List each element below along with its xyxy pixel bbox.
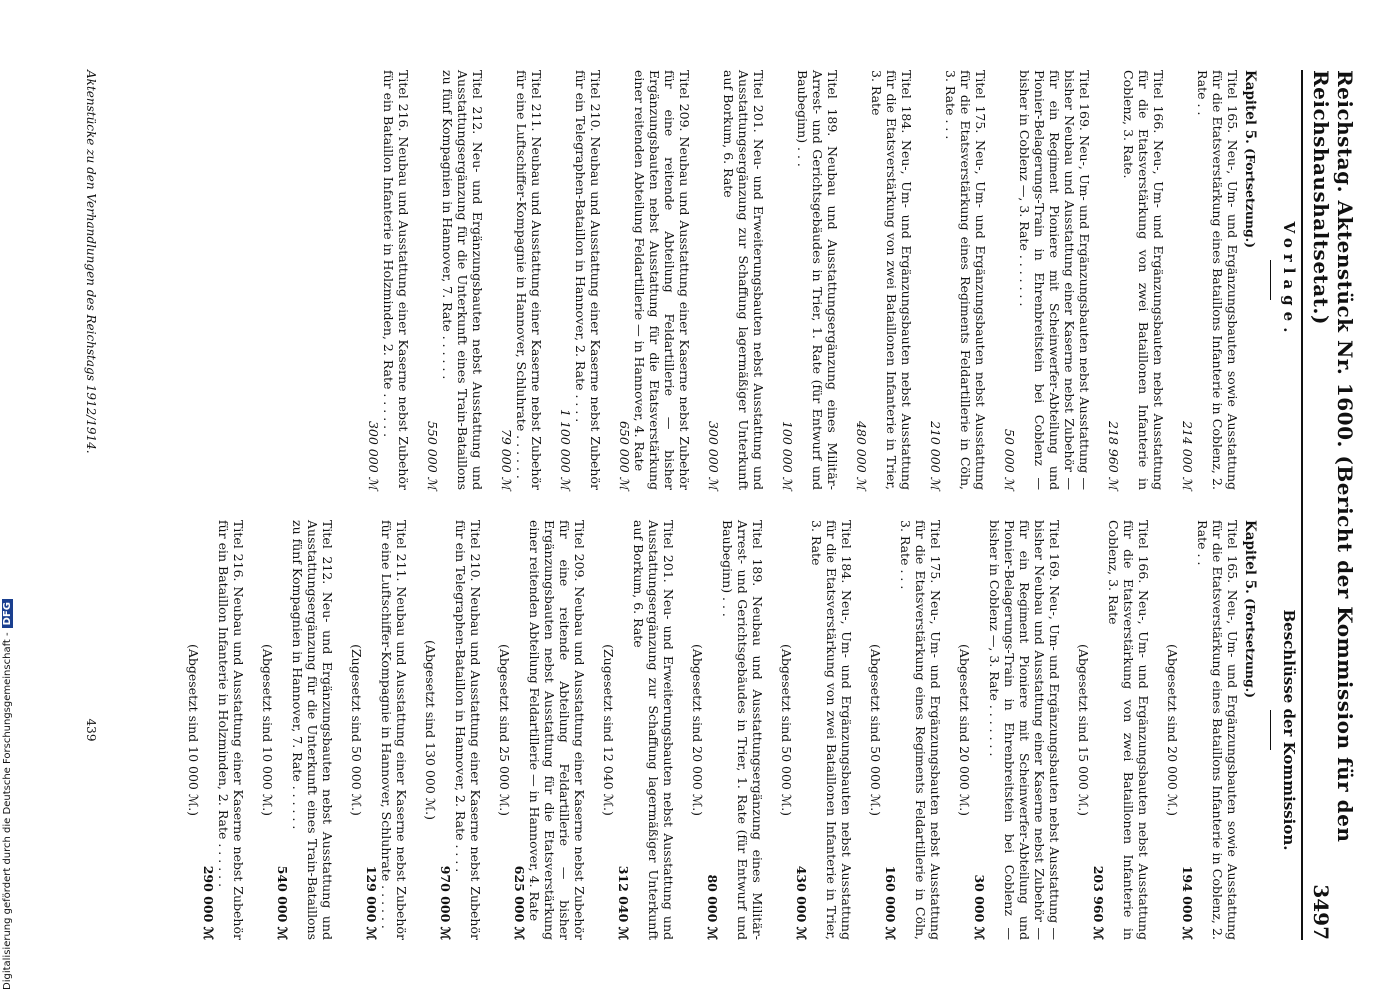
divider <box>1270 260 1271 300</box>
chapter-heading: Kapitel 5. (Fortsetzung.) <box>1242 70 1258 249</box>
entry-text: Titel 211. Neubau und Ausstattung einer Kaserne nebst Zubehör für eine Luftschiffer-Kompagnie in Hannover, Schluhrate . . . . . . <box>379 520 409 940</box>
titel-entry <box>186 520 246 940</box>
entry-amount: 540 000 ℳ <box>275 865 290 940</box>
entry-amount: 203 960 ℳ <box>1091 865 1106 940</box>
entry-note: (Abgesetzt sind 15 000 ℳ.) <box>1076 643 1091 817</box>
entry-text: Titel 166. Neu-, Um- und Ergänzungsbauten nebst Ausstattung für die Etatsverstärkung von zwei Bataillonen Infanterie in Coblenz, 3. Rate <box>1106 520 1151 940</box>
header-page-number: 3497 <box>1309 884 1333 940</box>
entry-amount: 218 960 ℳ <box>1106 420 1121 490</box>
entry-amount: 650 000 ℳ <box>617 420 632 490</box>
entry-note: (Abgesetzt sind 20 000 ℳ.) <box>1165 643 1180 817</box>
page-header <box>1301 70 1357 940</box>
entry-amount: 625 000 ℳ <box>512 865 527 940</box>
entry-text: Titel 216. Neubau und Ausstattung einer Kaserne nebst Zubehör für ein Bataillon Infanterie in Holzminden, 2. Rate . . . . . . <box>381 70 411 490</box>
footer-source: Aktenstücke zu den Verhandlungen des Reichstags 1912/1914. <box>84 70 98 454</box>
entry-amount: 300 000 ℳ <box>706 420 721 490</box>
entry-amount: 129 000 ℳ <box>364 865 379 940</box>
entry-text: Titel 201. Neu- und Erweiterungsbauten nebst Ausstattung und Ausstattungsergänzung zur Schaffung lagermäßiger Unterkunft auf Borkum, 6. Rate <box>631 520 676 940</box>
entry-note: (Abgesetzt sind 25 000 ℳ.) <box>497 643 512 817</box>
right-column <box>172 520 1258 940</box>
entry-note: (Zugesetzt sind 12 040 ℳ.) <box>601 644 616 816</box>
entry-text: Titel 169. Neu-, Um- und Ergänzungsbauten nebst Ausstattung — bisher Neubau und Ausstattung einer Kaserne nebst Zubehör — für ein Regiment Pioniere mit Scheinwerfer-Abteilung und Pionier-Belagerungs-Train in Ehrenbreitstein bei Coblenz — bisher in Coblenz —, 3. Rate . . . . . . . <box>1017 70 1092 490</box>
entry-text: Titel 212. Neu- und Ergänzungsbauten nebst Ausstattung und Ausstattungsergänzung für die Unterkunft eines Train-Bataillons zu fünf Kompagnien in Hannover, 7. Rate . . . . . . <box>440 70 485 490</box>
entry-text: Titel 184. Neu-, Um- und Ergänzungsbauten nebst Ausstattung für die Etatsverstärkung von zwei Bataillonen Infanterie in Trier, 3. Rate <box>869 70 914 490</box>
entry-amount: 300 000 ℳ <box>366 420 381 490</box>
titel-entry <box>706 70 766 490</box>
dfg-logo: DFG <box>2 599 13 628</box>
titel-entry <box>260 520 335 940</box>
entry-amount: 30 000 ℳ <box>972 874 987 940</box>
entry-text: Titel 189. Neubau und Ausstattungsergänzung eines Militär-Arrest- und Gerichtsgebäudes in Trier, 1. Rate (für Entwurf und Baubeginn) . . . <box>720 520 765 940</box>
entry-amount: 550 000 ℳ <box>425 420 440 490</box>
entry-amount: 100 000 ℳ <box>780 420 795 490</box>
titel-entry <box>780 70 840 490</box>
titel-entry <box>779 520 854 940</box>
entry-amount: 290 000 ℳ <box>201 865 216 940</box>
entry-text: Titel 165. Neu-, Um- und Ergänzungsbauten sowie Ausstattung für die Etatsverstärkung eines Bataillons Infanterie in Coblenz, 2. Rate . . <box>1195 520 1240 940</box>
entry-text: Titel 216. Neubau und Ausstattung einer Kaserne nebst Zubehör für ein Bataillon Infanterie in Holzminden, 2. Rate . . . . . . <box>216 520 246 940</box>
entry-note: (Abgesetzt sind 50 000 ℳ.) <box>868 643 883 817</box>
titel-entry <box>1002 70 1092 490</box>
entry-text: Titel 201. Neu- und Erweiterungsbauten nebst Ausstattung und Ausstattungsergänzung zur Schaffung lagermäßiger Unterkunft auf Borkum, 6. Rate <box>721 70 766 490</box>
entry-text: Titel 210. Neubau und Ausstattung einer Kaserne nebst Zubehör für ein Telegraphen-Bataillon in Hannover, 2. Rate . . . . <box>573 70 603 490</box>
titel-entry <box>617 70 692 490</box>
entry-text: Titel 210. Neubau und Ausstattung einer Kaserne nebst Zubehör für ein Telegraphen-Bataillon in Hannover, 2. Rate . . . . <box>453 520 483 940</box>
titel-entry <box>1076 520 1151 940</box>
titel-entry <box>1165 520 1240 940</box>
digitization-credit <box>2 0 18 1000</box>
titel-entry <box>868 520 943 940</box>
header-title: Reichstag. Aktenstück Nr. 1600. (Bericht der Kommission für den Reichshaushaltsetat.) <box>1309 70 1357 843</box>
entry-note: (Abgesetzt sind 20 000 ℳ.) <box>957 643 972 817</box>
entry-text: Titel 209. Neubau und Ausstattung einer Kaserne nebst Zubehör für eine reitende Abteilung Feldartillerie — bisher Ergänzungsbauten nebst Ausstattung für die Etatsverstärkung einer reitenden Abteilung Feldartillerie — in Hannover, 4. Rate <box>527 520 587 940</box>
entry-text: Titel 189. Neubau und Ausstattungsergänzung eines Militär-Arrest- und Gerichtsgebäudes in Trier, 1. Rate (für Entwurf und Baubeginn) . . . <box>795 70 840 490</box>
titel-entry <box>497 520 587 940</box>
entry-amount: 970 000 ℳ <box>438 865 453 940</box>
entry-text: Titel 166. Neu-, Um- und Ergänzungsbauten nebst Ausstattung für die Etatsverstärkung von zwei Bataillonen Infanterie in Coblenz, 3. Rate. <box>1121 70 1166 490</box>
entry-amount: 1 100 000 ℳ <box>558 409 573 490</box>
titel-entry <box>1180 70 1240 490</box>
titel-entry <box>854 70 914 490</box>
entry-amount: 480 000 ℳ <box>854 420 869 490</box>
left-column <box>352 70 1258 490</box>
divider <box>1270 710 1271 750</box>
entry-amount: 210 000 ℳ <box>928 420 943 490</box>
titel-entry <box>957 520 1062 940</box>
left-column-title: Vorlage. <box>1280 221 1298 339</box>
titel-entry <box>558 70 603 490</box>
titel-entry <box>928 70 988 490</box>
titel-entry <box>349 520 409 940</box>
entry-note: (Abgesetzt sind 10 000 ℳ.) <box>186 643 201 817</box>
footer-page-number: 439 <box>84 718 98 742</box>
entry-note: (Abgesetzt sind 20 000 ℳ.) <box>690 643 705 817</box>
titel-entry <box>423 520 483 940</box>
entry-amount: 312 040 ℳ <box>616 865 631 940</box>
titel-entry <box>499 70 544 490</box>
entry-note: (Abgesetzt sind 130 000 ℳ.) <box>423 639 438 821</box>
entry-text: Titel 169. Neu-, Um- und Ergänzungsbauten nebst Ausstattung — bisher Neubau und Ausstattung einer Kaserne nebst Zubehör — für ein Regiment Pioniere mit Scheinwerfer-Abteilung und Pionier-Belagerungs-Train in Ehrenbreitstein bei Coblenz — bisher in Coblenz —, 3. Rate . . . . . . . <box>987 520 1062 940</box>
entry-amount: 430 000 ℳ <box>794 865 809 940</box>
titel-entry <box>601 520 676 940</box>
titel-entry <box>1106 70 1166 490</box>
entry-text: Titel 211. Neubau und Ausstattung einer Kaserne nebst Zubehör für eine Luftschiffer-Kompagnie in Hannover, Schluhrate . . . . . . <box>514 70 544 490</box>
entry-amount: 80 000 ℳ <box>705 874 720 940</box>
entry-amount: 79 000 ℳ <box>499 428 514 490</box>
entry-note: (Abgesetzt sind 50 000 ℳ.) <box>779 643 794 817</box>
entry-amount: 194 000 ℳ <box>1180 865 1195 940</box>
entry-text: Titel 165. Neu-, Um- und Ergänzungsbauten sowie Ausstattung für die Etatsverstärkung eines Bataillons Infanterie in Coblenz, 2. Rate . . <box>1195 70 1240 490</box>
right-column-title: Beschlüsse der Kommission. <box>1280 609 1298 851</box>
entry-note: (Abgesetzt sind 10 000 ℳ.) <box>260 643 275 817</box>
entry-text: Titel 175. Neu-, Um- und Ergänzungsbauten nebst Ausstattung für die Etatsverstärkung eines Regiments Feldartillerie in Cöln, 3. Rate . . . <box>943 70 988 490</box>
entry-note: (Zugesetzt sind 50 000 ℳ.) <box>349 644 364 816</box>
entry-amount: 50 000 ℳ <box>1002 428 1017 490</box>
entry-amount: 214 000 ℳ <box>1180 420 1195 490</box>
entry-text: Titel 212. Neu- und Ergänzungsbauten nebst Ausstattung und Ausstattungsergänzung für die Unterkunft eines Train-Bataillons zu fünf Kompagnien in Hannover, 7. Rate . . . . . . <box>290 520 335 940</box>
entry-amount: 160 000 ℳ <box>883 865 898 940</box>
titel-entry <box>690 520 765 940</box>
entry-text: Titel 175. Neu-, Um- und Ergänzungsbauten nebst Ausstattung für die Etatsverstärkung eines Regiments Feldartillerie in Cöln, 3. Rate . . . <box>898 520 943 940</box>
entry-text: Titel 209. Neubau und Ausstattung einer Kaserne nebst Zubehör für eine reitende Abteilung Feldartillerie — bisher Ergänzungsbauten nebst Ausstattung für die Etatsverstärkung einer reitenden Abteilung Feldartillerie — in Hannover, 4. Rate <box>632 70 692 490</box>
credit-text: Digitalisierung gefördert durch die Deutsche Forschungsgemeinschaft - <box>2 632 13 990</box>
entry-text: Titel 184. Neu-, Um- und Ergänzungsbauten nebst Ausstattung für die Etatsverstärkung von zwei Bataillonen Infanterie in Trier, 3. Rate <box>809 520 854 940</box>
titel-entry <box>366 70 411 490</box>
titel-entry <box>425 70 485 490</box>
chapter-heading: Kapitel 5. (Fortsetzung.) <box>1242 520 1258 699</box>
